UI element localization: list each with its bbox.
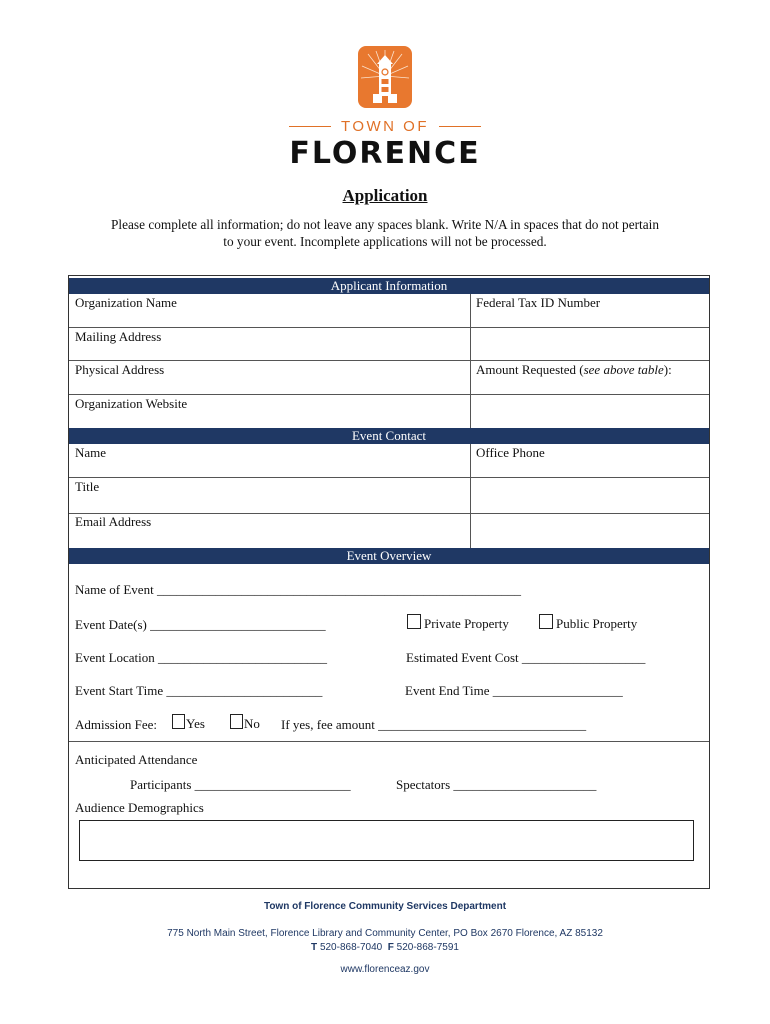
yes-label: Yes: [186, 716, 205, 731]
admission-yes-option[interactable]: [172, 714, 205, 732]
anticipated-attendance-label: Anticipated Attendance: [75, 752, 198, 767]
town-logo: [358, 46, 412, 108]
public-property-option[interactable]: [539, 614, 637, 632]
participants-field[interactable]: Participants ________________________: [130, 777, 351, 792]
instructions-line-2: to your event. Incomplete applications will not be processed.: [223, 234, 547, 249]
phone-number: 520-868-7040: [319, 942, 383, 953]
admission-fee-label: Admission Fee:: [75, 717, 157, 732]
footer-address: 775 North Main Street, Florence Library and Community Center, PO Box 2670 Florence, AZ 85132: [167, 928, 603, 939]
private-property-label: Private Property: [424, 616, 509, 631]
admission-yes-checkbox[interactable]: [172, 714, 185, 729]
private-property-checkbox[interactable]: [407, 614, 421, 629]
org-name-field[interactable]: Organization Name: [75, 295, 177, 310]
amount-suffix: ):: [663, 362, 672, 377]
fee-amount-field[interactable]: If yes, fee amount ________________________________: [281, 717, 587, 732]
spectators-field[interactable]: Spectators ______________________: [396, 777, 597, 792]
phone-label: T: [311, 942, 318, 953]
field-row: [69, 444, 709, 478]
mailing-address-field[interactable]: Mailing Address: [75, 329, 162, 344]
instructions-line-1: Please complete all information; do not leave any spaces blank. Write N/A in spaces that do not pertain: [111, 217, 659, 232]
audience-demographics-label: Audience Demographics: [75, 800, 204, 815]
estimated-cost-field[interactable]: Estimated Event Cost ___________________: [406, 650, 646, 665]
admission-no-option[interactable]: [230, 714, 260, 732]
section-header-overview: Event Overview: [69, 548, 709, 564]
section-header-contact: Event Contact: [69, 428, 709, 444]
physical-address-field[interactable]: Physical Address: [75, 362, 165, 377]
event-name-field[interactable]: Name of Event ________________________________________________________: [75, 582, 521, 597]
field-row: [69, 328, 709, 361]
office-phone-field[interactable]: Office Phone: [476, 445, 545, 460]
footer-website: www.florenceaz.gov: [340, 964, 430, 975]
town-of-text: TOWN OF: [340, 117, 430, 135]
divider: [69, 741, 709, 742]
field-row: [69, 478, 709, 514]
audience-demographics-input[interactable]: [79, 820, 694, 861]
tax-id-field[interactable]: Federal Tax ID Number: [476, 295, 601, 310]
start-time-field[interactable]: Event Start Time ________________________: [75, 683, 323, 698]
fax-number: 520-868-7591: [396, 942, 459, 953]
town-of-wordmark: [285, 116, 485, 136]
public-property-checkbox[interactable]: [539, 614, 553, 629]
public-property-label: Public Property: [556, 616, 638, 631]
email-address-field[interactable]: Email Address: [75, 514, 152, 529]
clock-tower-icon: [358, 46, 412, 108]
footer-phones: [0, 941, 770, 955]
event-dates-field[interactable]: Event Date(s) ___________________________: [75, 617, 326, 632]
contact-name-field[interactable]: Name: [75, 445, 107, 460]
amount-requested-field[interactable]: [476, 362, 672, 378]
amount-label: Amount Requested (: [476, 362, 584, 377]
florence-wordmark: FLORENCE: [289, 136, 481, 171]
admission-no-checkbox[interactable]: [230, 714, 243, 729]
divider: [439, 126, 481, 127]
section-header-applicant: Applicant Information: [69, 278, 709, 294]
instructions: [90, 216, 680, 250]
divider: [289, 126, 331, 127]
footer-address-block: [0, 927, 770, 955]
amount-note: see above table: [583, 362, 664, 377]
fax-label: F: [387, 942, 394, 953]
application-form: [68, 275, 710, 889]
page-title: Application: [342, 186, 428, 205]
event-location-field[interactable]: Event Location __________________________: [75, 650, 328, 665]
org-website-field[interactable]: Organization Website: [75, 396, 188, 411]
footer-department: Town of Florence Community Services Department: [263, 901, 507, 912]
no-label: No: [244, 716, 260, 731]
end-time-field[interactable]: Event End Time ____________________: [405, 683, 623, 698]
contact-title-field[interactable]: Title: [75, 479, 100, 494]
private-property-option[interactable]: [407, 614, 509, 632]
